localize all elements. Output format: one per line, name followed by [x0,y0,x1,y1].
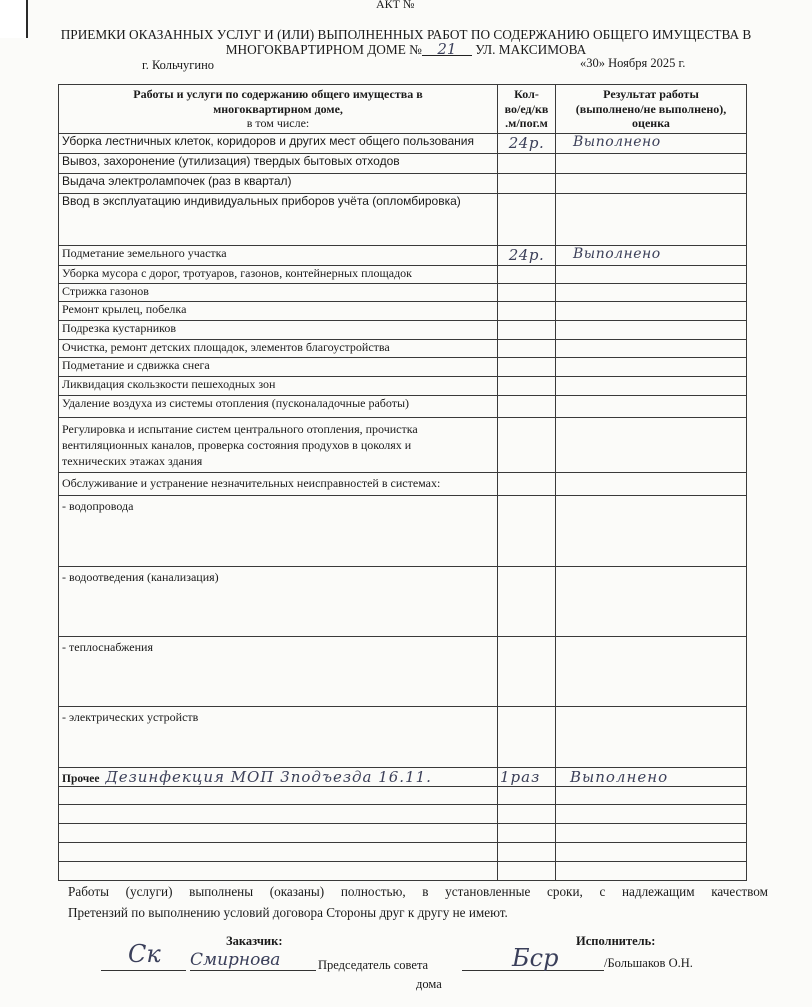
table-row [59,302,747,321]
table-row [59,194,747,246]
result-cell [556,496,747,567]
other-result-value: Выполнено [570,768,669,786]
work-cell: - электрических устройств [59,707,498,768]
result-cell [556,473,747,496]
city: г. Кольчугино [142,58,215,72]
quantity-cell [498,154,556,174]
document-title-line1: ПРИЕМКИ ОКАЗАННЫХ УСЛУГ И (ИЛИ) ВЫПОЛНЕННЫХ РАБОТ ПО СОДЕРЖАНИЮ ОБЩЕГО ИМУЩЕСТВА В [60,27,752,42]
work-cell: Удаление воздуха из системы отопления (пусконаладочные работы) [59,396,498,418]
header-text: Кол- [514,87,539,102]
column-header-work [59,85,498,134]
blank-cell [59,862,498,881]
table-row [59,246,747,266]
table-header-row [59,85,747,134]
customer-role-line1: Председатель совета [318,958,429,972]
result-cell [556,377,747,396]
table-row [59,174,747,194]
work-cell: - водопровода [59,496,498,567]
work-cell: Подметание земельного участка [59,246,498,266]
result-cell [556,637,747,707]
other-work-cell [59,768,498,787]
quantity-cell [498,377,556,396]
blank-cell [59,824,498,843]
other-label: Прочее [62,773,100,785]
table-row [59,396,747,418]
contractor-label: Исполнитель: [576,934,656,948]
blank-cell [498,843,556,862]
result-cell [556,284,747,302]
work-cell: Регулировка и испытание систем центрального отопления, прочистка вентиляционных каналов, проверка состояния продухов в цоколях и технических этажах здания [59,418,498,473]
header-text: многоквартирном доме, [213,101,343,116]
table-row [59,266,747,284]
work-cell: Очистка, ремонт детских площадок, элементов благоустройства [59,340,498,358]
work-cell: Подрезка кустарников [59,321,498,340]
table-row [59,321,747,340]
quantity-cell [498,707,556,768]
quantity-cell [498,134,556,154]
result-cell [556,154,747,174]
table-row [59,284,747,302]
blank-cell [498,805,556,824]
table-row-blank [59,787,747,805]
header-text: (выполнено/не выполнено), [575,101,727,116]
column-header-result [556,85,747,134]
contractor-signature-mark: Бср [512,944,559,972]
result-cell [556,418,747,473]
result-cell [556,194,747,246]
result-cell [556,358,747,377]
table-row [59,707,747,768]
work-cell: Вывоз, захоронение (утилизация) твердых бытовых отходов [59,154,498,174]
result-value: Выполнено [573,246,661,262]
quantity-cell [498,418,556,473]
quantity-cell [498,321,556,340]
quantity-cell [498,174,556,194]
works-table [58,84,747,881]
work-cell: Уборка мусора с дорог, тротуаров, газонов, контейнерных площадок [59,266,498,284]
result-cell [556,340,747,358]
work-cell: Ввод в эксплуатацию индивидуальных приборов учёта (опломбировка) [59,194,498,246]
result-value: Выполнено [573,134,661,150]
customer-name-line [190,970,316,971]
other-result-cell [556,768,747,787]
header-text: в том числе: [246,116,310,131]
table-row-blank [59,805,747,824]
document-date: «30» Ноября 2025 г. [580,56,686,70]
no-claims-statement: Претензий по выполнению условий договора Стороны друг к другу не имеют. [68,905,508,920]
blank-cell [556,824,747,843]
blank-cell [59,843,498,862]
quantity-cell [498,302,556,321]
work-cell: Стрижка газонов [59,284,498,302]
result-cell [556,396,747,418]
street-name: УЛ. МАКСИМОВА [471,42,587,57]
house-number: 21 [422,43,472,56]
result-cell [556,707,747,768]
work-cell: - теплоснабжения [59,637,498,707]
contractor-name: /Большаков О.Н. [604,956,693,970]
work-cell: Подметание и сдвижка снега [59,358,498,377]
table-row [59,473,747,496]
blank-cell [498,824,556,843]
table-row-blank [59,824,747,843]
table-row-other [59,768,747,787]
quantity-cell [498,340,556,358]
blank-cell [556,787,747,805]
result-cell [556,302,747,321]
customer-signature-line [101,970,186,971]
blank-cell [556,862,747,881]
column-header-quantity [498,85,556,134]
result-cell [556,321,747,340]
blank-cell [498,787,556,805]
customer-label: Заказчик: [226,934,283,948]
table-row [59,418,747,473]
blank-cell [59,805,498,824]
table-row [59,154,747,174]
table-row [59,496,747,567]
quantity-cell [498,473,556,496]
quantity-cell [498,194,556,246]
quantity-cell [498,284,556,302]
customer-signature-mark: Ск [128,940,161,968]
quantity-value: 24р. [508,134,545,152]
result-cell [556,266,747,284]
other-quantity-cell [498,768,556,787]
quantity-cell [498,358,556,377]
table-row [59,134,747,154]
header-text: .м/пог.м [505,116,548,131]
header-text: оценка [632,116,670,131]
table-row-blank [59,862,747,881]
quantity-cell [498,496,556,567]
work-cell: Ремонт крылец, побелка [59,302,498,321]
blank-cell [556,843,747,862]
quantity-cell [498,246,556,266]
table-row [59,340,747,358]
quantity-cell [498,396,556,418]
customer-signature-name: Смирнова [190,950,281,970]
table-row-blank [59,843,747,862]
act-number-label: АКТ № [376,0,415,11]
work-cell: - водоотведения (канализация) [59,567,498,637]
blank-cell [556,805,747,824]
result-cell [556,134,747,154]
table-row [59,358,747,377]
customer-role-line2: дома [416,977,442,991]
table-row [59,377,747,396]
result-cell [556,567,747,637]
result-cell [556,174,747,194]
work-cell: Обслуживание и устранение незначительных неисправностей в системах: [59,473,498,496]
completion-statement: Работы (услуги) выполнены (оказаны) полностью, в установленные сроки, с надлежащим качеством [68,884,768,899]
header-text: Работы и услуги по содержанию общего имущества в [133,87,423,102]
quantity-cell [498,567,556,637]
title-prefix: МНОГОКВАРТИРНОМ ДОМЕ № [225,42,422,57]
table-body [59,134,747,881]
other-work-value: Дезинфекция МОП 3подъезда 16.11. [105,768,432,786]
other-quantity-value: 1раз [500,768,541,786]
quantity-cell [498,266,556,284]
blank-cell [59,787,498,805]
work-cell: Уборка лестничных клеток, коридоров и других мест общего пользования [59,134,498,154]
quantity-value: 24р. [508,246,545,264]
table-row [59,567,747,637]
result-cell [556,246,747,266]
blank-cell [498,862,556,881]
work-cell: Ликвидация скользкости пешеходных зон [59,377,498,396]
header-text: Результат работы [603,87,699,102]
quantity-cell [498,637,556,707]
table-row [59,637,747,707]
work-cell: Выдача электролампочек (раз в квартал) [59,174,498,194]
header-text: во/ед/кв [504,101,549,116]
document-title-line2 [0,42,812,58]
